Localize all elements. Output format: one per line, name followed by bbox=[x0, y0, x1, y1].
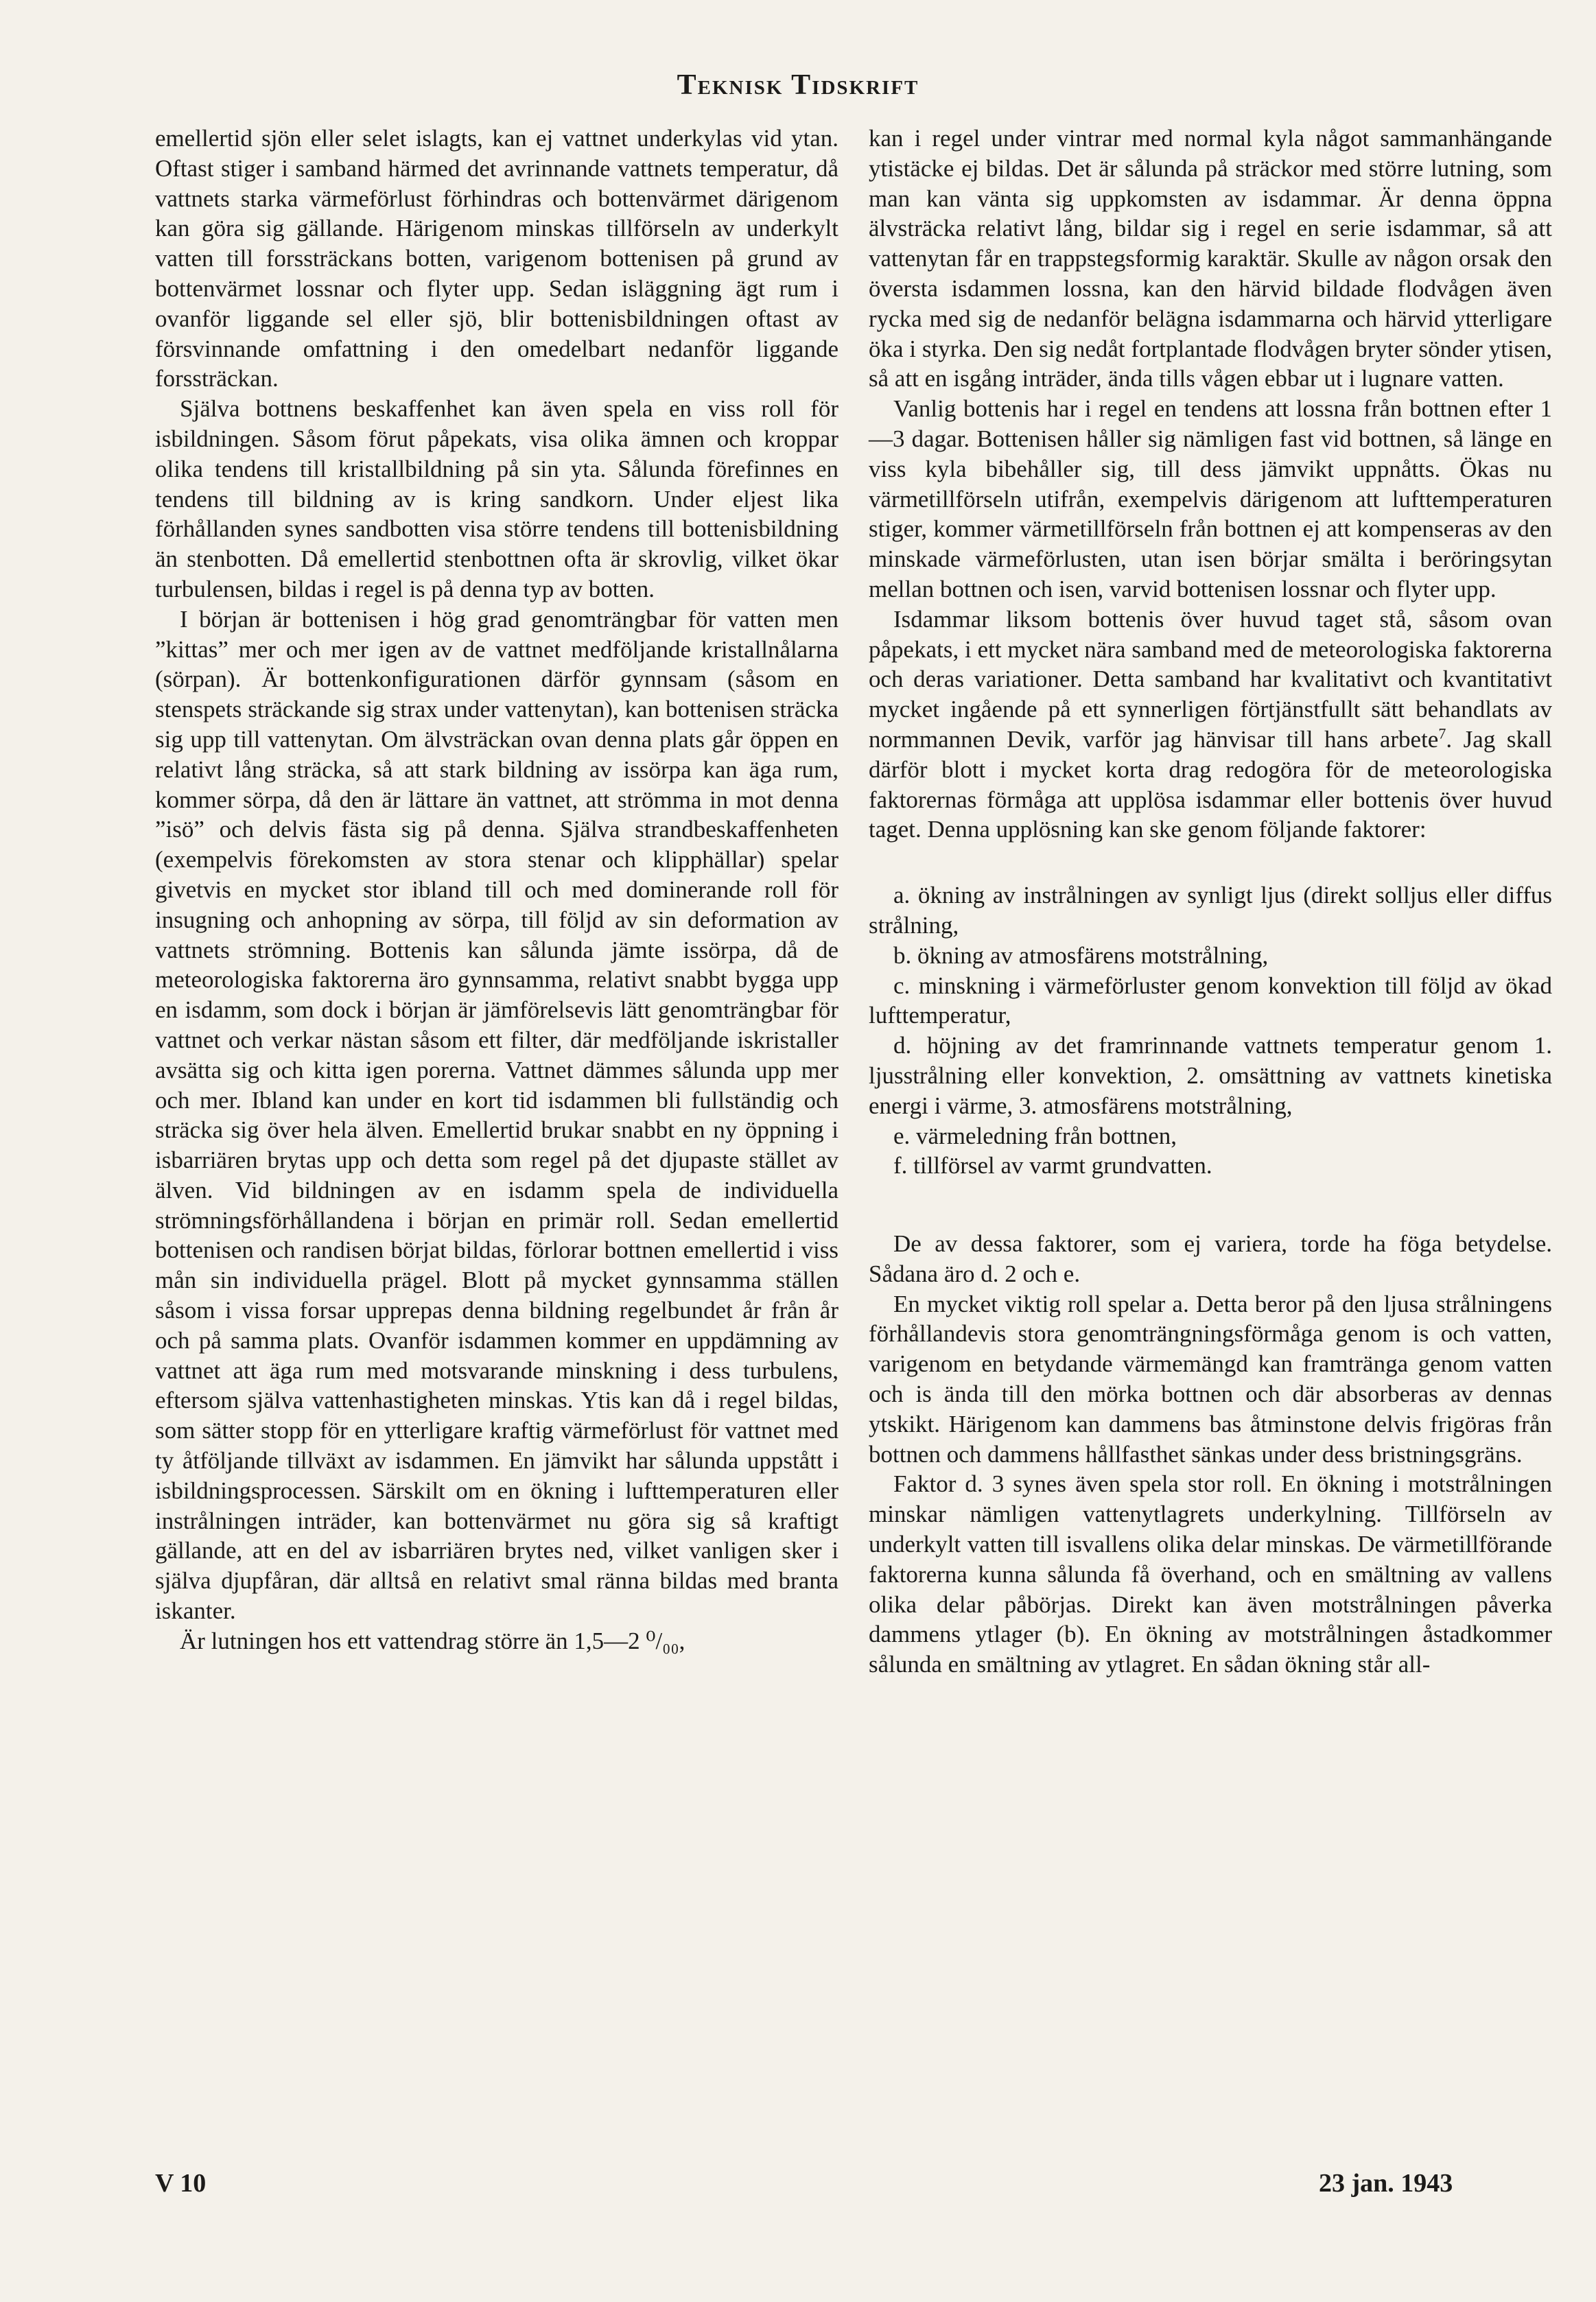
issue-date: 23 jan. 1943 bbox=[1319, 2169, 1453, 2198]
left-column bbox=[155, 124, 838, 1656]
list-item bbox=[869, 1031, 1552, 1120]
paragraph: Är lutningen hos ett vattendrag större än 1,5—2 ⁰/₀₀, bbox=[180, 1627, 685, 1654]
paragraph: I början är bottenisen i hög grad genomträngbar för vatten men ”kittas” mer och mer igen av de vattnet medföljande kristallnålarna (sörpan). Är bottenkonfigurationen därför gynnsam (såsom en stenspets sträckande sig strax under vattenytan), kan bottenisen sträcka sig upp till vattenytan. Om älvsträckan ovan denna plats går öppen en relativt lång sträcka, så att stark bildning av issörpa kan äga rum, kommer sörpa, då den är lättare än vattnet, att strömma in mot denna ”isö” och delvis fästa sig på denna. Själva strandbeskaffenheten (exempelvis förekomsten av stora stenar och klipphällar) spelar givetvis en mycket stor ibland till och med dominerande roll för insugning och anhopning av sörpa, till följd av sin deformation av vattnets strömning. Bottenis kan sålunda jämte issörpa, då de meteorologiska faktorerna äro gynnsamma, relativt snabbt bygga upp en isdamm, som dock i början är jämförelsevis lätt genomträngbar för vattnet och verkar nästan såsom ett filter, där medföljande iskristaller avsätta sig och kitta igen porerna. Vattnet dämmes sålunda upp mer och mer. Ibland kan under en kort tid isdammen bli fullständig och sträcka sig över hela älven. Emellertid brukar snabbt en ny öppning i isbarriären brytas upp och detta som regel på det djupaste stället av älven. Vid bildningen av en isdamm spela de individuella strömningsförhållandena i början en primär roll. Sedan emellertid bottenisen och randisen börjat bildas, förlorar bottnen emellertid i viss mån sin individuella prägel. Blott på mycket gynnsamma ställen såsom i vissa forsar upprepas denna bildning regelbundet år från år och på samma plats. Ovanför isdammen kommer en uppdämning av vattnet att äga rum med motsvarande minskning i dess turbulens, eftersom själva vattenhastigheten minskas. Ytis kan då i regel bildas, som sätter stopp för en ytterligare kraftig värmeförlust för vattnet med ty åtföljande tillväxt av isdammen. En jämvikt har sålunda uppstått i isbildningsprocessen. Särskilt om en ökning i lufttemperaturen eller instrålningen inträder, kan bottenvärmet nu göra sig så kraftigt gällande, att en del av isbarriären brytes ned, vilket vanligen sker i själva djupfåran, där alltså en relativt smal ränna bildas med branta iskanter. bbox=[155, 605, 838, 1625]
list-text: minskning i värmeförluster genom konvektion till följd av ökad lufttemperatur, bbox=[869, 972, 1552, 1029]
paragraph: De av dessa faktorer, som ej variera, torde ha föga betydelse. Sådana äro d. 2 och e. bbox=[869, 1230, 1552, 1287]
list-label: b. bbox=[893, 941, 912, 969]
list-item bbox=[869, 1121, 1552, 1151]
paragraph-text: . Jag skall därför blott i mycket korta drag redogöra för de meteorologiska faktorernas förmåga att upplösa isdammar eller bottenis över huvud taget. Denna upplösning kan ske genom följande faktorer: bbox=[869, 725, 1552, 843]
list-label: a. bbox=[893, 882, 911, 909]
paragraph: emellertid sjön eller selet islagts, kan ej vattnet underkylas vid ytan. Oftast stiger i samband härmed det avrinnande vattnets temperatur, då vattnets starka värmeförlust förhindras och bottenvärmet därigenom kan göra sig gällande. Härigenom minskas tillförseln av underkylt vatten till forssträckans botten, varigenom bottenisen på grund av bottenvärmet lossnar och flyter upp. Sedan isläggning ägt rum i ovanför liggande sel eller sjö, blir bottenisbildningen oftast av försvinnande omfattning i den omedelbart nedanför liggande forssträckan. bbox=[155, 125, 838, 392]
list-text: ökning av atmosfärens motstrålning, bbox=[917, 941, 1269, 969]
paragraph-text: Isdammar liksom bottenis över huvud taget stå, såsom ovan påpekats, i ett mycket nära samband med de meteorologiska faktorerna och deras variationer. Detta samband har kvalitativt och kvantitativt mycket ingående på ett synnerligen förtjänstfullt sätt behandlats av normmannen Devik, varför jag hänvisar till hans arbete bbox=[869, 605, 1552, 753]
journal-header: Teknisk Tidskrift bbox=[677, 69, 919, 101]
paragraph: kan i regel under vintrar med normal kyla något sammanhängande ytistäcke ej bildas. Det är sålunda på sträckor med större lutning, som man kan vänta sig uppkomsten av isdammar. Är denna öppna älvsträcka relativt lång, bildar sig i regel en serie isdammar, så att vattenytan får en trappstegsformig karaktär. Skulle av någon orsak den översta isdammen lossna, kan den härvid bildade flodvågen även rycka med sig de nedanför belägna isdammarna och härvid ytterligare öka i styrka. Den sig nedåt fortplantade flodvågen bryter sönder ytisen, så att en isgång inträder, ända tills vågen ebbar ut i lugnare vatten. bbox=[869, 125, 1552, 392]
spacer bbox=[869, 1181, 1552, 1229]
paragraph bbox=[869, 604, 1552, 845]
paragraph: En mycket viktig roll spelar a. Detta beror på den ljusa strålningens förhållandevis stora genomträngningsförmåga genom is och vatten, varigenom en betydande värmemängd kan framtränga genom vatten och is ända till den mörka bottnen och där absorberas av dennas ytskikt. Härigenom kan dammens bas åtminstone delvis frigöras från bottnen och dammens hållfasthet sänkas under dess bristningsgräns. bbox=[869, 1290, 1552, 1468]
list-label: e. bbox=[893, 1122, 911, 1149]
list-text: tillförsel av varmt grundvatten. bbox=[913, 1152, 1212, 1179]
footnote-ref: 7 bbox=[1438, 725, 1446, 742]
paragraph: Faktor d. 3 synes även spela stor roll. En ökning i motstrålningen minskar nämligen vattenytlagrets underkylning. Tillförseln av underkylt vatten till isvallens olika delar minskas. De värmetillförande faktorerna kunna sålunda få överhand, och en smältning av vallens olika delar påbörjas. Direkt kan även motstrålningen påverka dammens ytlager (b). En ökning av motstrålningen åstadkommer sålunda en smältning av ytlagret. En sådan ökning står all- bbox=[869, 1470, 1552, 1678]
paragraph: Vanlig bottenis har i regel en tendens att lossna från bottnen efter 1—3 dagar. Bottenisen håller sig nämligen fast vid bottnen, så länge en viss kyla bibehåller sig, till dess jämvikt uppnåtts. Ökas nu värmetillförseln utifrån, exempelvis därigenom att lufttemperaturen stiger, kommer värmetillförseln från bottnen ej att kompenseras av den minskade värmeförlusten, utan isen börjar smälta i beröringsytan mellan bottnen och isen, varvid bottenisen lossnar och flyter upp. bbox=[869, 395, 1552, 602]
list-label: f. bbox=[893, 1152, 908, 1179]
list-label: d. bbox=[893, 1032, 912, 1059]
page-number: V 10 bbox=[155, 2169, 207, 2198]
list-label: c. bbox=[893, 972, 911, 999]
list-text: värmeledning från bottnen, bbox=[916, 1122, 1177, 1149]
paragraph: Själva bottnens beskaffenhet kan även spela en viss roll för isbildningen. Såsom förut påpekats, visa olika ämnen och kroppar olika tendens till kristallbildning på sin yta. Sålunda förefinnes en tendens till bildning av is kring sandkorn. Under eljest lika förhållanden synes sandbotten visa större tendens till bottenisbildning än stenbotten. Då emellertid stenbottnen ofta är skrovlig, vilket ökar turbulensen, bildas i regel is på denna typ av botten. bbox=[155, 395, 838, 602]
list-item bbox=[869, 880, 1552, 941]
list-item bbox=[869, 1151, 1552, 1181]
list-text: ökning av instrålningen av synligt ljus (direkt solljus eller diffus strålning, bbox=[869, 882, 1552, 939]
list-item bbox=[869, 971, 1552, 1031]
factor-list bbox=[869, 880, 1552, 1181]
list-text: höjning av det framrinnande vattnets temperatur genom 1. ljusstrålning eller konvektion, 2. omsättning av vattnets kinetiska energi i värme, 3. atmosfärens motstrålning, bbox=[869, 1032, 1553, 1119]
list-item bbox=[869, 941, 1552, 971]
right-column bbox=[869, 124, 1552, 1680]
spacer bbox=[869, 845, 1552, 880]
